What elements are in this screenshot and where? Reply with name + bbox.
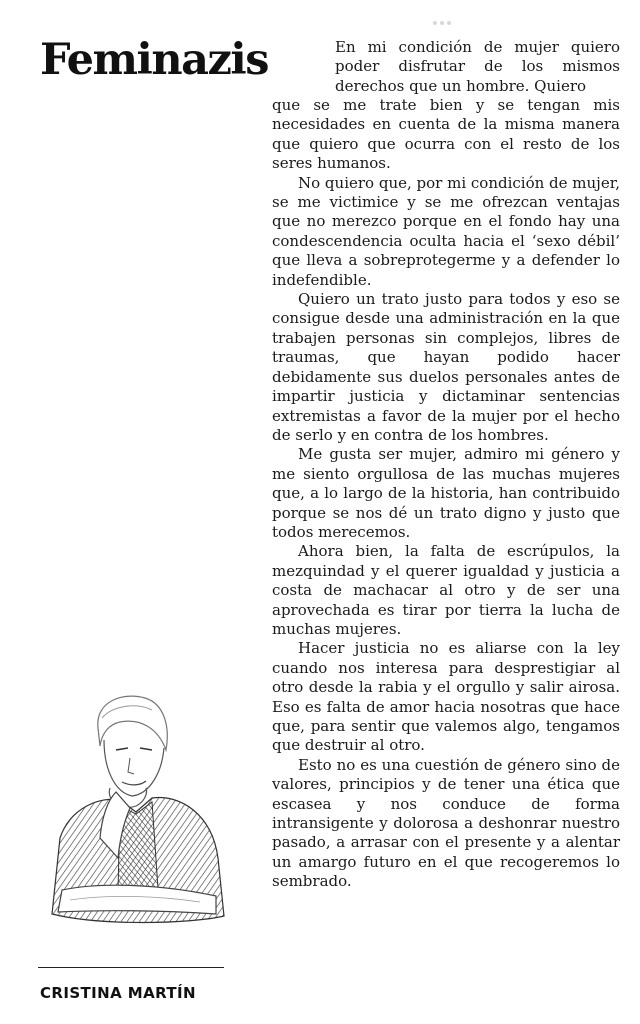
body-paragraph-4: Me gusta ser mujer, admiro mi género y me siento orgullosa de las muchas mujeres que, a lo largo de la historia, han contribuido porque se nos dé un trato digno y justo que todos merecemos.: [272, 445, 620, 541]
body-paragraph-1: que se me trate bien y se tengan mis necesidades en cuenta de la misma manera que quiero que ocurra con el resto de los seres humanos.: [272, 96, 620, 173]
article-body: [272, 96, 620, 892]
body-paragraph-2: No quiero que, por mi condición de mujer, se me victimice y se me ofrezcan ventajas que no merezco porque en el fondo hay una condescendencia oculta hacia el ‘sexo débil’ que lleva a sobreprotegerme y a defender lo indefendible.: [272, 173, 620, 289]
body-paragraph-5: Ahora bien, la falta de escrúpulos, la mezquindad y el querer igualdad y justicia a costa de machacar al otro y de ser una aprovechada es tirar por tierra la lucha de muchas mujeres.: [272, 542, 620, 638]
intro-paragraph: En mi condición de mujer quiero poder disfrutar de los mismos derechos que un hombre. Quiero: [335, 38, 620, 95]
body-paragraph-3: Quiero un trato justo para todos y eso se consigue desde una administración en la que trabajen personas sin complejos, libres de traumas, que hayan podido hacer debidamente sus duelos personales antes de impartir justicia y dictaminar sentencias extremistas a favor de la mujer por el hecho de serlo y en contra de los hombres.: [272, 290, 620, 444]
author-portrait-illustration: [40, 688, 230, 938]
body-paragraph-6: Hacer justicia no es aliarse con la ley cuando nos interesa para desprestigiar al otro desde la rabia y el orgullo y salir airosa. Eso es falta de amor hacia nosotras que hace que, para sentir que valemos algo, tengamos que destruir al otro.: [272, 639, 620, 755]
body-paragraph-7: Esto no es una cuestión de género sino de valores, principios y de tener una ética que escasea y nos conduce de forma intransigente y dolorosa a deshonrar nuestro pasado, a arrasar con el presente y a alentar un amargo futuro en el que recogeremos lo sembrado.: [272, 755, 620, 891]
top-indicator-dots: [433, 10, 459, 14]
article-intro: [335, 38, 620, 96]
author-divider: [38, 967, 224, 968]
author-name: CRISTINA MARTÍN: [40, 984, 196, 1002]
article-title: Feminazis: [40, 35, 268, 85]
